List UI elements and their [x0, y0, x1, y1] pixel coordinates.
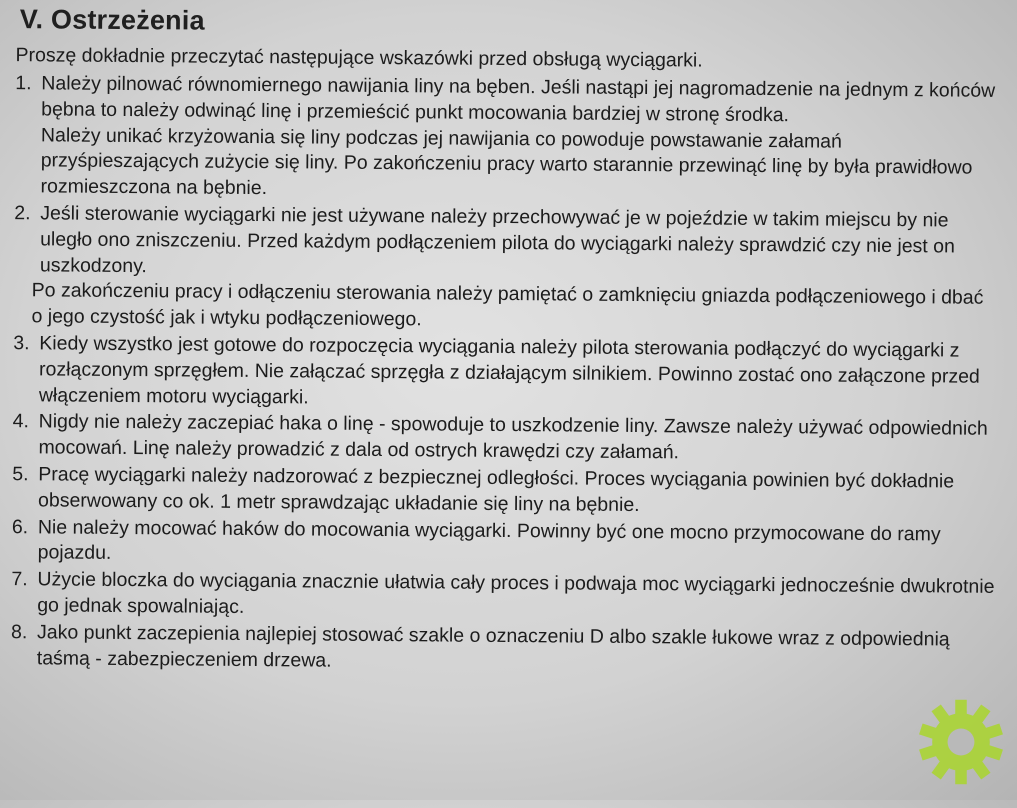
item-text: Kiedy wszystko jest gotowe do rozpoczęcia wyciągania należy pilota sterowania podłączyć do wyciągarki z rozłączonym sprzęgłem. Nie załączać sprzęgła z działającym silnikiem. Powinno zostać ono załączone przed włączeniem motoru wyciągarki. [38, 332, 980, 408]
item-text: Nie należy mocować haków do mocowania wyciągarki. Powinny być one mocno przymocowane do ramy pojazdu. [37, 515, 941, 565]
warning-item [14, 71, 1000, 208]
warning-item [12, 409, 997, 468]
item-number: 4. [12, 410, 30, 433]
item-text: Pracę wyciągarki należy nadzorować z bezpiecznej odległości. Proces wyciągania powinien być dokładnie obserwowany co ok. 1 metr sprawdzając układanie się liny na bębnie. [37, 463, 955, 516]
item-text: Po zakończeniu pracy i odłączeniu sterowania należy pamiętać o zamknięciu gniazda podłączeniowego i dbać o jego czystość jak i wtyku podłączeniowego. [31, 279, 984, 331]
item-text: Nigdy nie należy zaczepiać haka o linę - spowoduje to uszkodzenie liny. Zawsze należy używać odpowiednich mocowań. Linę należy prowadzić z dala od ostrych krawędzi czy załamań. [38, 410, 988, 464]
warning-item [11, 620, 996, 679]
section-title: V. Ostrzeżenia [19, 4, 205, 36]
warning-item [13, 201, 999, 338]
item-text: Jako punkt zaczepienia najlepiej stosować szakle o oznaczeniu D albo szakle łukowe wraz z odpowiednią taśmą - zabezpieczeniem drzewa. [36, 621, 950, 672]
warning-item [13, 331, 999, 416]
item-text: Użycie bloczka do wyciągania znacznie ułatwia cały proces i podwaja moc wyciągarki jednocześnie dwukrotnie go jednak spowalniając. [37, 568, 995, 618]
warning-item [11, 567, 996, 626]
intro-text: Proszę dokładnie przeczytać następujące wskazówki przed obsługą wyciągarki. [15, 44, 703, 72]
warning-item [12, 515, 997, 574]
item-number: 5. [12, 463, 29, 486]
item-text: Należy pilnować równomiernego nawijania liny na bęben. Jeśli nastąpi jej nagromadzenie na jednym z końców bębna to należy odwinąć linę i przemieścić punkt mocowania bardziej w stronę środka. [41, 72, 996, 126]
item-text: Należy unikać krzyżowania się liny podczas jej nawijania co powoduje powstawanie załamań przyśpieszających zużycie się liny. Po zakończeniu pracy warto starannie przewinąć linę by była prawidłowo rozmieszczona na bębnie. [40, 123, 973, 200]
item-number: 2. [14, 202, 31, 225]
item-number: 3. [13, 332, 30, 355]
warnings-list [11, 71, 1001, 680]
item-number: 7. [11, 568, 28, 591]
item-number: 6. [11, 515, 29, 538]
warning-item [12, 462, 997, 521]
item-text: Jeśli sterowanie wyciągarki nie jest używane należy przechowywać je w pojeździe w takim miejscu by nie uległo ono zniszczeniu. Przed każdym podłączeniem pilota do wyciągarki należy sprawdzić czy nie jest on uszkodzony. [39, 202, 955, 277]
item-number: 1. [15, 72, 32, 95]
item-number: 8. [10, 620, 28, 643]
gear-logo-icon [913, 694, 1009, 790]
